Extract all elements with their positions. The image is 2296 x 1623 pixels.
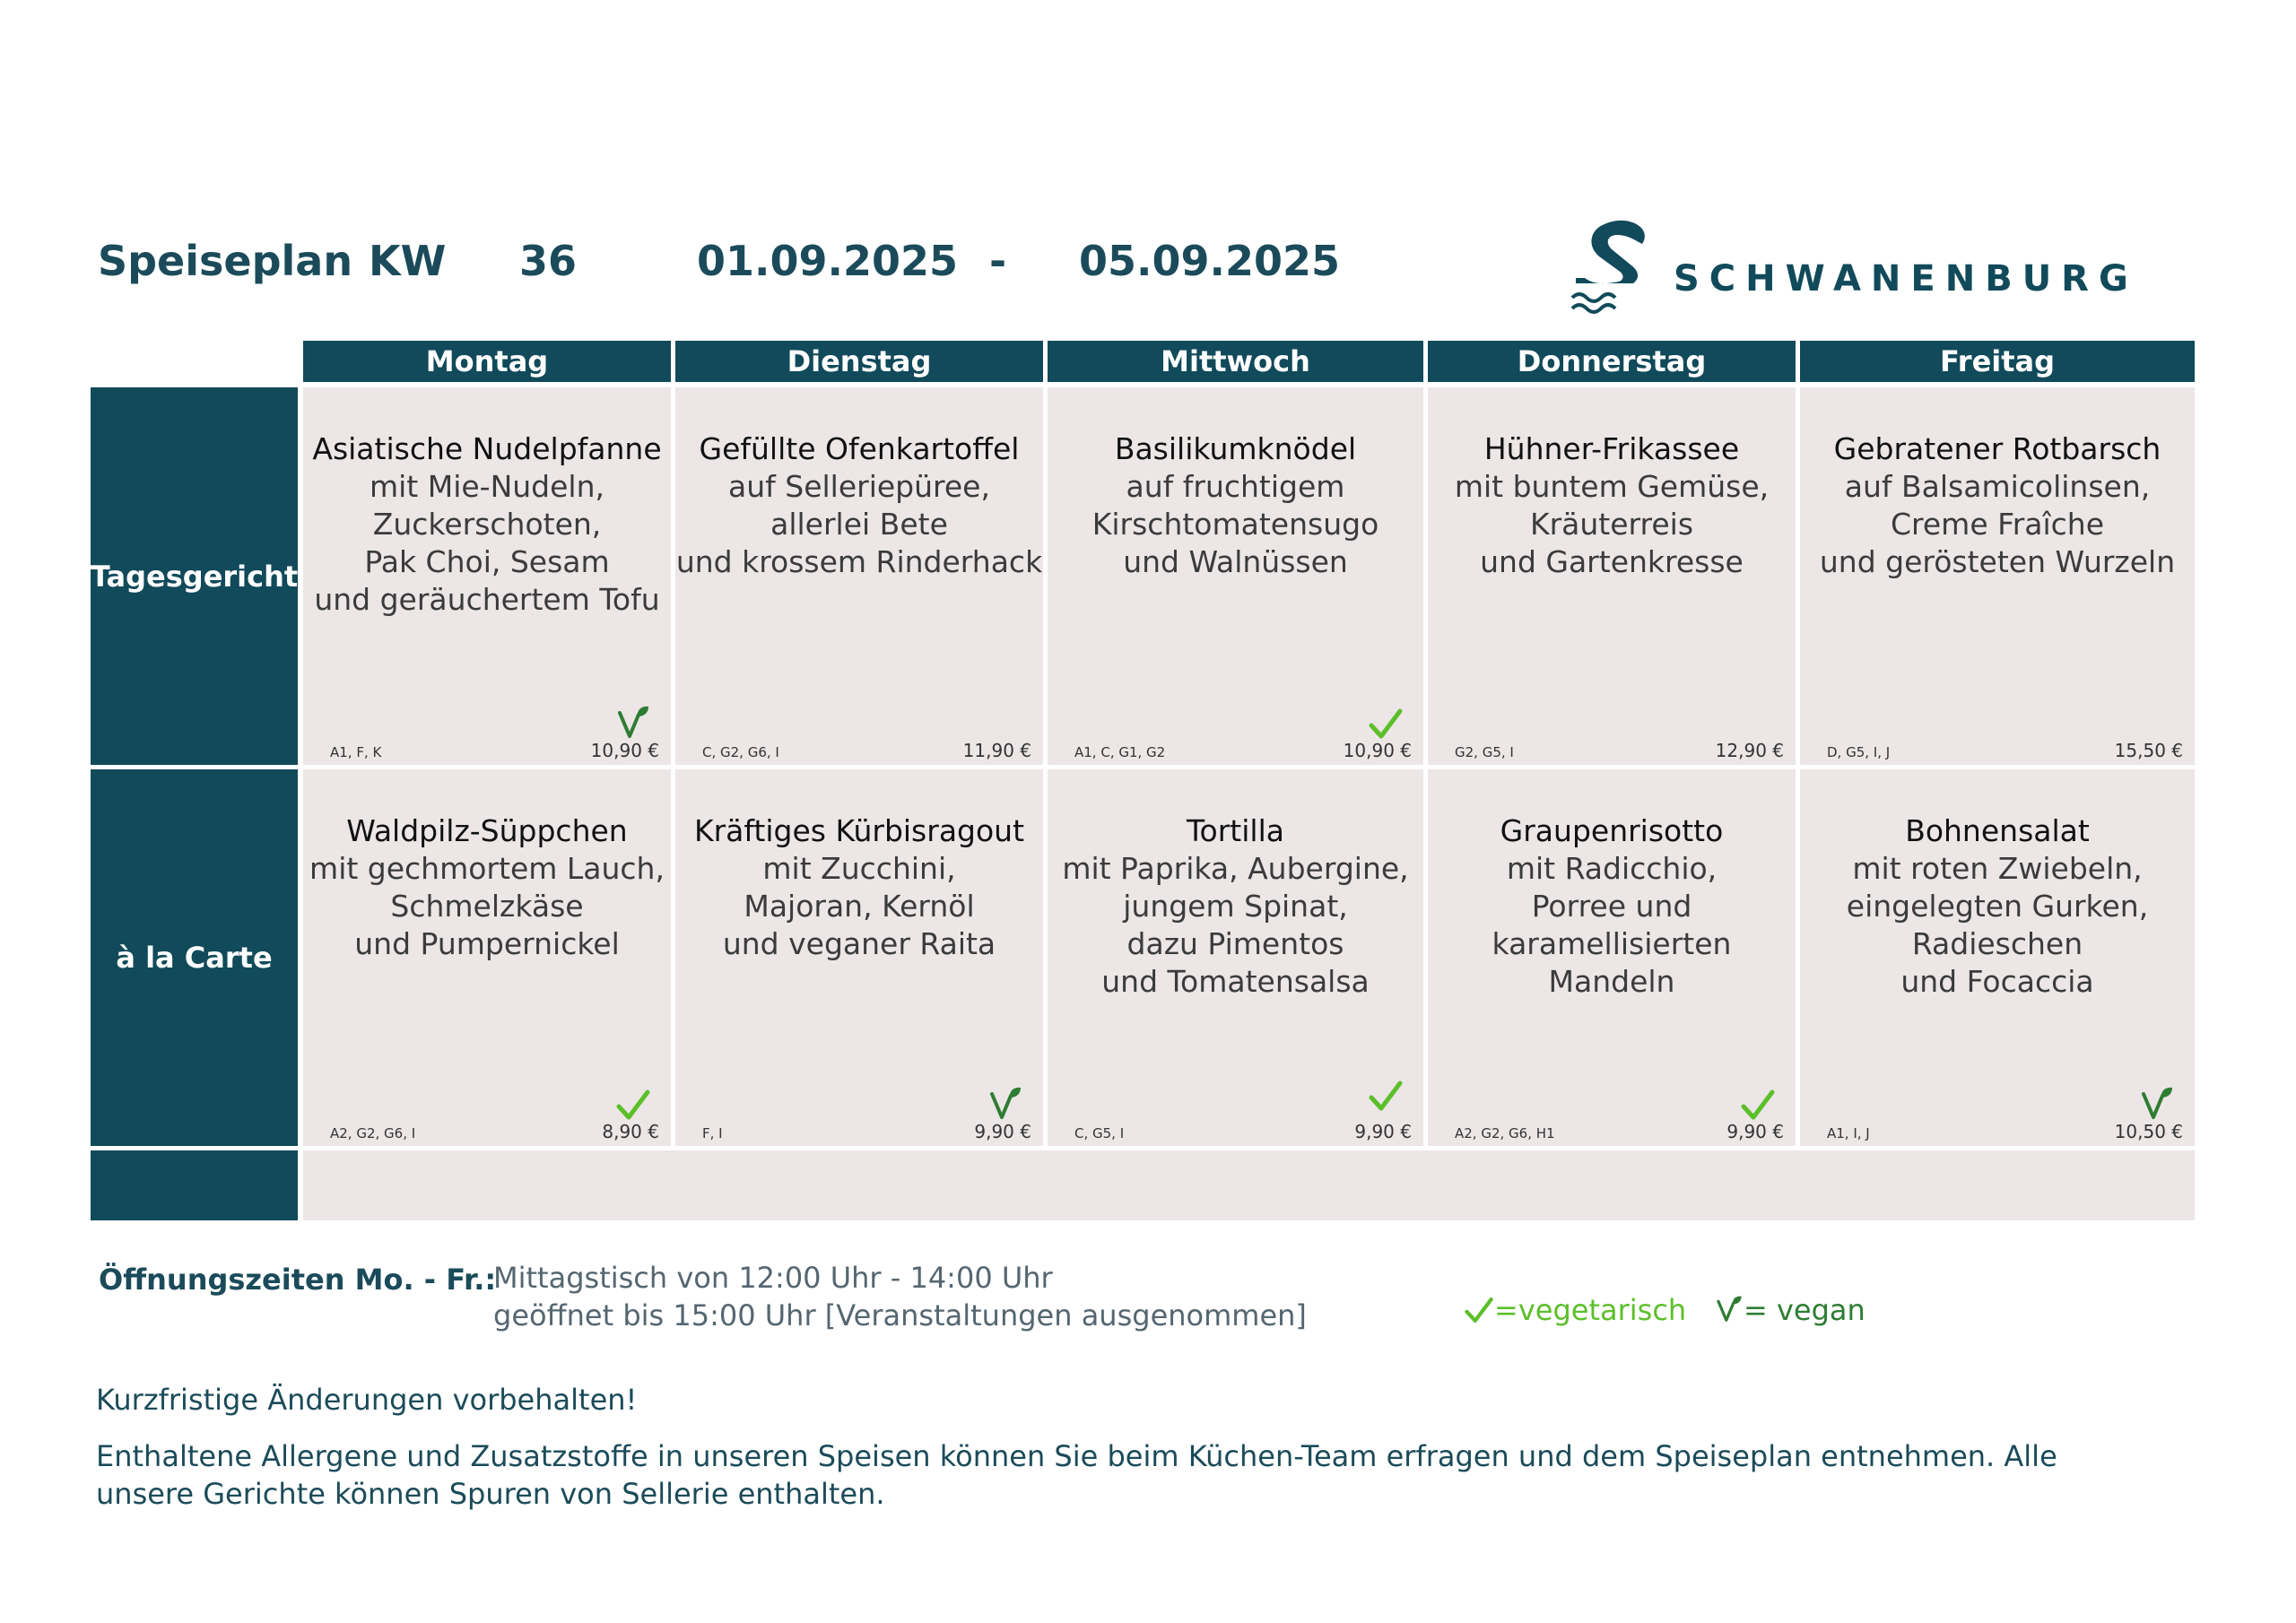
vegetarian-icon [615,1087,651,1123]
vegan-icon [1715,1296,1744,1324]
dish-line: eingelegten Gurken, [1846,889,2149,924]
empty-row [303,1150,2195,1220]
day-header-monday: Montag [303,341,671,382]
dish-name: Hühner-Frikassee [1483,431,1740,466]
legend-vegetarian-label: =vegetarisch [1494,1293,1687,1327]
dish-line: mit Mie-Nudeln, [369,469,605,504]
swan-logo-icon [1565,215,1655,316]
dish-name: Basilikumknödel [1114,431,1357,466]
dish-line: karamellisierten [1492,926,1732,961]
dish-line: auf Selleriepüree, [728,469,990,504]
price: 10,90 € [590,740,659,761]
dish-name: Asiatische Nudelpfanne [312,431,662,466]
dish-line: Majoran, Kernöl [744,889,975,924]
vegetarian-icon [1740,1087,1776,1123]
vegetarian-icon [1368,706,1404,742]
dish-name: Bohnensalat [1905,813,2090,848]
vegetarian-icon [1368,1078,1404,1114]
legend-vegetarian [1464,1293,1686,1327]
vegan-icon [2139,1087,2175,1123]
menu-cell [1048,769,1423,1146]
dish-line: Creme Fraîche [1890,507,2105,542]
notice-allergens: Enthaltene Allergene und Zusatzstoffe in unseren Speisen können Sie beim Küchen-Team erfragen und dem Speiseplan entnehmen. Alle unsere Gerichte können Spuren von Sellerie enthalten. [96,1439,2057,1511]
dish-line: mit buntem Gemüse, [1454,469,1770,504]
dish-line: und Tomatensalsa [1101,964,1370,999]
vegan-icon [615,706,651,742]
price: 9,90 € [1354,1121,1412,1142]
allergen-codes: A1, F, K [330,744,382,760]
dish-description [675,812,1043,963]
dish-line: Pak Choi, Sesam [364,544,610,579]
allergen-codes: C, G5, I [1074,1125,1125,1141]
notice-changes: Kurzfristige Änderungen vorbehalten! [96,1383,638,1417]
day-header-thursday: Donnerstag [1428,341,1796,382]
day-header-wednesday: Mittwoch [1048,341,1423,382]
dish-description [1800,430,2195,581]
menu-cell [303,769,671,1146]
dish-line: Mandeln [1548,964,1675,999]
allergen-codes: A1, C, G1, G2 [1074,744,1166,760]
date-to: 05.09.2025 [1079,237,1341,285]
dish-line: dazu Pimentos [1126,926,1344,961]
allergen-codes: F, I [702,1125,723,1141]
day-header-friday: Freitag [1800,341,2195,382]
row-header-empty [91,1150,298,1220]
price: 11,90 € [962,740,1031,761]
dish-line: auf fruchtigem [1126,469,1345,504]
menu-cell [1800,387,2195,765]
price: 10,50 € [2114,1121,2183,1142]
dish-description [303,430,671,619]
day-header-tuesday: Dienstag [675,341,1043,382]
menu-cell [1800,769,2195,1146]
dish-name: Gebratener Rotbarsch [1833,431,2161,466]
dish-line: mit roten Zwiebeln, [1852,851,2143,886]
week-number: 36 [519,237,578,285]
dish-line: Kirschtomatensugo [1091,507,1379,542]
dish-line: mit Paprika, Aubergine, [1062,851,1409,886]
vegetarian-icon [1464,1295,1494,1325]
dish-description [1800,812,2195,1001]
date-separator: - [989,237,1007,285]
dish-line: und Walnüssen [1123,544,1348,579]
row-header-a-la-carte: à la Carte [91,769,298,1146]
dish-line: auf Balsamicolinsen, [1844,469,2151,504]
dish-description [303,812,671,963]
dish-line: Porree und [1531,889,1692,924]
dish-line: Zuckerschoten, [372,507,602,542]
menu-cell [675,769,1043,1146]
dish-line: allerlei Bete [770,507,948,542]
row-header-tagesgericht: Tagesgericht [91,387,298,765]
logo-text: SCHWANENBURG [1674,258,2138,299]
allergen-codes: A1, I, J [1827,1125,1870,1141]
menu-cell [675,387,1043,765]
price: 10,90 € [1343,740,1412,761]
dish-line: mit Radicchio, [1506,851,1718,886]
opening-hours [493,1259,1307,1334]
allergen-codes: C, G2, G6, I [702,744,779,760]
price: 15,50 € [2114,740,2183,761]
dish-line: mit Zucchini, [762,851,956,886]
dish-line: und Pumpernickel [354,926,620,961]
dish-line: und krossem Rinderhack [675,544,1043,579]
opening-hours-label: Öffnungszeiten Mo. - Fr.: [99,1263,497,1297]
price: 9,90 € [974,1121,1031,1142]
allergen-codes: A2, G2, G6, I [330,1125,416,1141]
allergen-codes: G2, G5, I [1455,744,1514,760]
week-label: KW [369,237,447,285]
dish-line: Kräuterreis [1529,507,1694,542]
menu-cell [1428,769,1796,1146]
dish-line: mit gechmortem Lauch, [309,851,665,886]
dish-description [1048,430,1423,581]
page-title: Speiseplan [98,237,353,285]
dish-description [1428,430,1796,581]
dish-line: Radieschen [1911,926,2083,961]
dish-line: und Gartenkresse [1480,544,1744,579]
dish-line: Schmelzkäse [390,889,584,924]
menu-cell [303,387,671,765]
legend-vegan-label: = vegan [1744,1293,1866,1327]
allergen-codes: D, G5, I, J [1827,744,1891,760]
allergen-codes: A2, G2, G6, H1 [1455,1125,1555,1141]
dish-name: Gefüllte Ofenkartoffel [699,431,1020,466]
price: 9,90 € [1726,1121,1784,1142]
dish-description [1048,812,1423,1001]
opening-hours-line: Mittagstisch von 12:00 Uhr - 14:00 Uhr [493,1261,1053,1295]
dish-name: Waldpilz-Süppchen [346,813,628,848]
opening-hours-line: geöffnet bis 15:00 Uhr [Veranstaltungen ausgenommen] [493,1298,1307,1332]
dish-line: jungem Spinat, [1123,889,1348,924]
menu-cell [1048,387,1423,765]
vegan-icon [987,1087,1023,1123]
date-from: 01.09.2025 [697,237,959,285]
menu-cell [1428,387,1796,765]
dish-line: und veganer Raita [722,926,996,961]
dish-name: Tortilla [1187,813,1284,848]
dish-line: und geräuchertem Tofu [314,582,660,617]
dish-line: und gerösteten Wurzeln [1819,544,2176,579]
dish-name: Kräftiges Kürbisragout [693,813,1025,848]
legend-vegan [1715,1293,1866,1327]
price: 8,90 € [602,1121,659,1142]
dish-line: und Focaccia [1900,964,2094,999]
dish-description [1428,812,1796,1001]
dish-description [675,430,1043,581]
price: 12,90 € [1715,740,1784,761]
dish-name: Graupenrisotto [1500,813,1724,848]
